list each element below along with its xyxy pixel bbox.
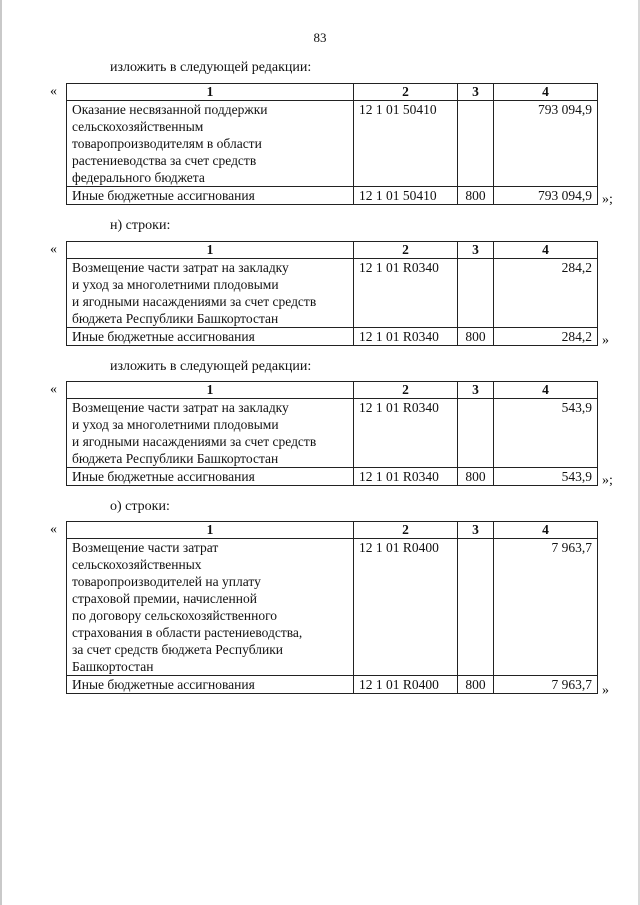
row-amount: 543,9 (494, 468, 598, 486)
row-amount: 793 094,9 (494, 187, 598, 205)
quote-open: « (50, 382, 57, 397)
column-header: 2 (354, 522, 458, 539)
table-row (67, 101, 598, 187)
section-intro: изложить в следующей редакции: (110, 60, 312, 75)
row-amount: 7 963,7 (494, 539, 598, 676)
row-name: Возмещение части затрат на закладку и уход за многолетними плодовыми и ягодными насаждениями за счет средств бюджета Республики Башкортостан (67, 259, 354, 328)
quote-close: » (602, 683, 609, 698)
column-header: 3 (458, 382, 494, 399)
table-header-row (67, 382, 598, 399)
table-header-row (67, 242, 598, 259)
quote-close: »; (602, 192, 613, 207)
row-expense-type: 800 (458, 187, 494, 205)
table-row (67, 259, 598, 328)
row-amount: 543,9 (494, 399, 598, 468)
column-header: 2 (354, 382, 458, 399)
row-code: 12 1 01 R0340 (354, 468, 458, 486)
row-amount: 7 963,7 (494, 676, 598, 694)
section-intro: изложить в следующей редакции: (110, 359, 312, 374)
budget-table (66, 381, 598, 486)
row-expense-type: 800 (458, 468, 494, 486)
quote-open: « (50, 84, 57, 99)
row-code: 12 1 01 50410 (354, 101, 458, 187)
row-code: 12 1 01 R0340 (354, 259, 458, 328)
table-row (67, 187, 598, 205)
row-expense-type (458, 539, 494, 676)
column-header: 1 (67, 84, 354, 101)
row-name: Иные бюджетные ассигнования (67, 468, 354, 486)
column-header: 4 (494, 522, 598, 539)
row-name: Иные бюджетные ассигнования (67, 187, 354, 205)
table-header-row (67, 522, 598, 539)
column-header: 4 (494, 242, 598, 259)
row-expense-type (458, 259, 494, 328)
row-expense-type (458, 101, 494, 187)
column-header: 1 (67, 522, 354, 539)
quote-open: « (50, 242, 57, 257)
section-intro: о) строки: (110, 499, 170, 514)
page-number: 83 (313, 30, 327, 45)
column-header: 4 (494, 382, 598, 399)
table-row (67, 328, 598, 346)
row-expense-type: 800 (458, 676, 494, 694)
column-header: 3 (458, 84, 494, 101)
row-amount: 793 094,9 (494, 101, 598, 187)
row-code: 12 1 01 R0400 (354, 676, 458, 694)
budget-table (66, 83, 598, 205)
column-header: 2 (354, 242, 458, 259)
row-name: Иные бюджетные ассигнования (67, 328, 354, 346)
row-expense-type: 800 (458, 328, 494, 346)
table-row (67, 468, 598, 486)
row-code: 12 1 01 R0340 (354, 399, 458, 468)
table-row (67, 676, 598, 694)
table-row (67, 399, 598, 468)
table-header-row (67, 84, 598, 101)
row-amount: 284,2 (494, 259, 598, 328)
column-header: 1 (67, 242, 354, 259)
row-code: 12 1 01 R0400 (354, 539, 458, 676)
quote-close: »; (602, 473, 613, 488)
section-intro: н) строки: (110, 218, 171, 233)
table-row (67, 539, 598, 676)
quote-open: « (50, 522, 57, 537)
row-name: Иные бюджетные ассигнования (67, 676, 354, 694)
row-code: 12 1 01 R0340 (354, 328, 458, 346)
column-header: 3 (458, 522, 494, 539)
budget-table (66, 521, 598, 694)
column-header: 4 (494, 84, 598, 101)
column-header: 1 (67, 382, 354, 399)
row-name: Возмещение части затрат сельскохозяйственных товаропроизводителей на уплату страховой премии, начисленной по договору сельскохозяйственного страхования в области растениеводства, за счет средств бюджета Республики Башкортостан (67, 539, 354, 676)
row-expense-type (458, 399, 494, 468)
row-amount: 284,2 (494, 328, 598, 346)
row-name: Оказание несвязанной поддержки сельскохозяйственным товаропроизводителям в области растениеводства за счет средств федерального бюджета (67, 101, 354, 187)
row-code: 12 1 01 50410 (354, 187, 458, 205)
quote-close: » (602, 333, 609, 348)
column-header: 2 (354, 84, 458, 101)
budget-table (66, 241, 598, 346)
row-name: Возмещение части затрат на закладку и уход за многолетними плодовыми и ягодными насаждениями за счет средств бюджета Республики Башкортостан (67, 399, 354, 468)
column-header: 3 (458, 242, 494, 259)
